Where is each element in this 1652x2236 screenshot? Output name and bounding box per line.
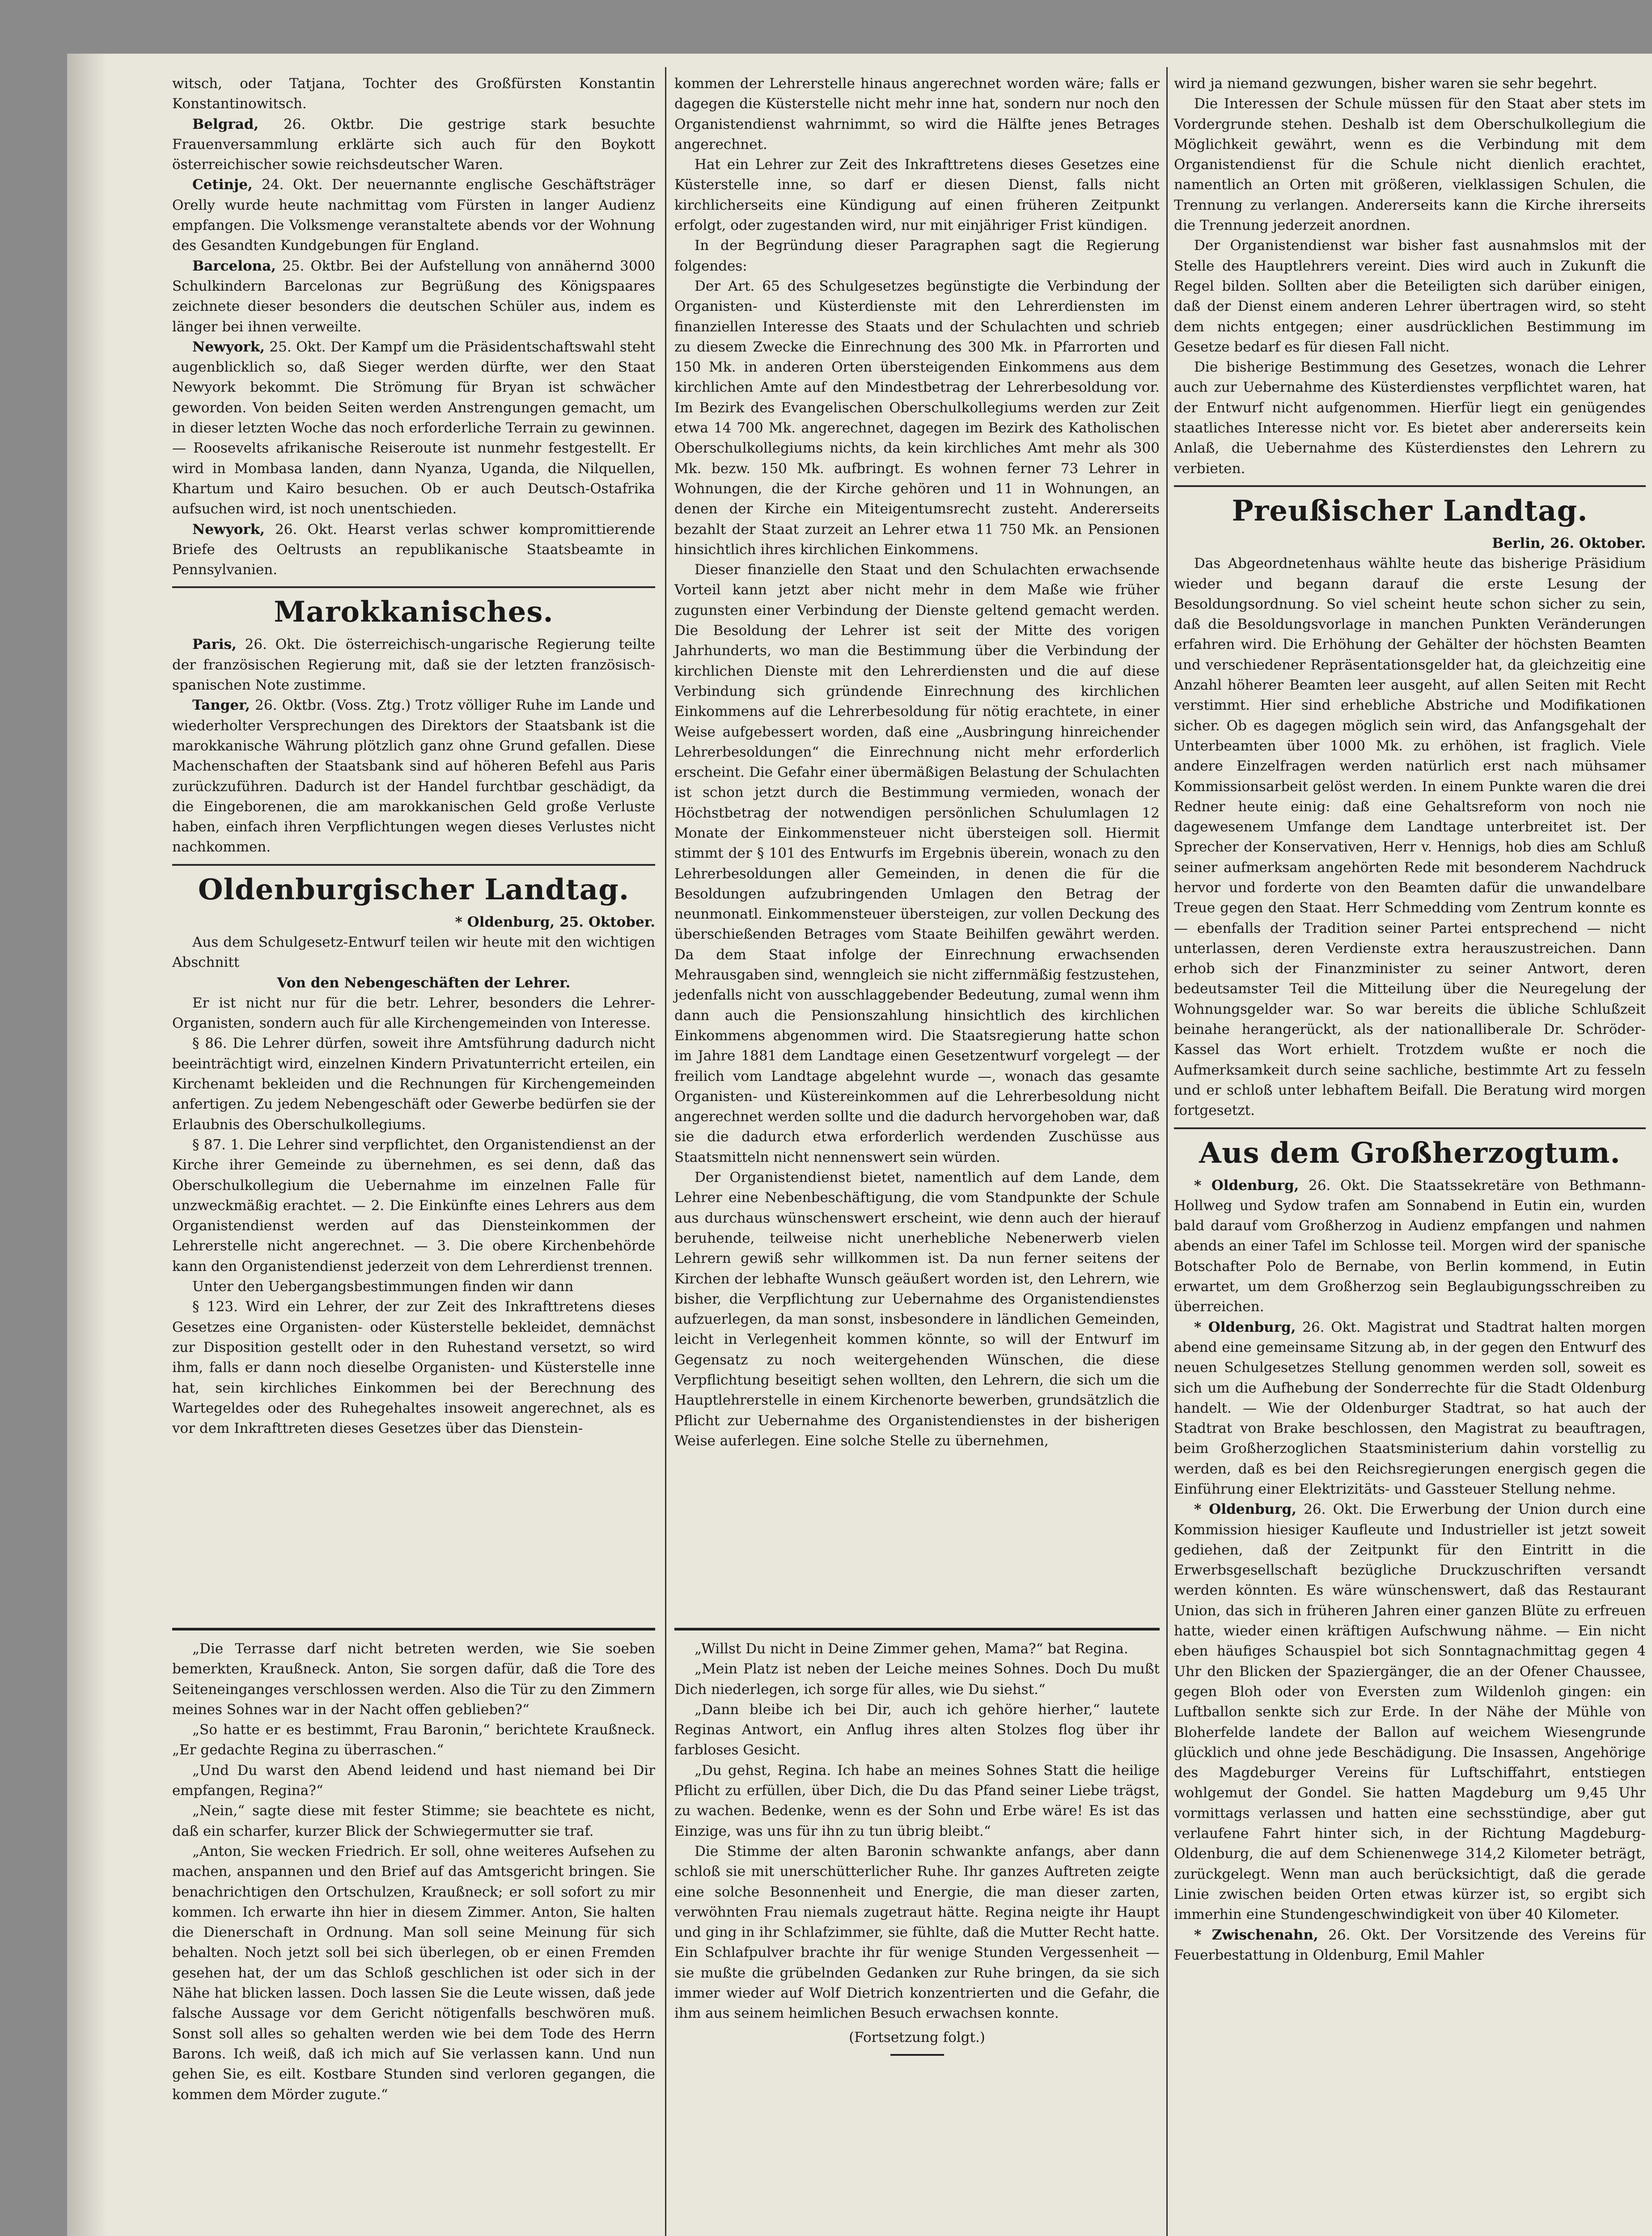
subheading: Von den Nebengeschäften der Lehrer. [277, 974, 571, 991]
news-item [172, 114, 655, 175]
paragraph: Hat ein Lehrer zur Zeit des Inkrafttretens dieses Gesetzes eine Küsterstelle inne, so darf er diesen Dienst, falls nicht kirchlicherseits eine Kündigung auf einen früheren Zeitpunkt erfolgt, oder zugestanden wird, nur mit einjähriger Frist kündigen. [674, 157, 1160, 234]
news-text: 26. Oktbr. Die gestrige stark besuchte Frauenversammlung erklärte sich auch für den Boykott österreichischer sowie reichsdeutscher Waren. [172, 116, 655, 173]
paragraph: § 86. Die Lehrer dürfen, soweit ihre Amtsführung dadurch nicht beeinträchtigt wird, einzelnen Kindern Privatunterricht erteilen, ein Kirchenamt bekleiden und die Rechnungen für Kirchengemeinden anfertigen. Zu jedem Nebengeschäft oder Gewerbe bedürfen sie der Erlaubnis des Oberschulkollegiums. [172, 1035, 655, 1133]
article-continuation: witsch, oder Tatjana, Tochter des Großfürsten Konstantin Konstantinowitsch. [172, 76, 655, 112]
end-rule [890, 2054, 944, 2056]
section-divider [1174, 1127, 1646, 1129]
news-item [1174, 1499, 1646, 1925]
column-2 [674, 74, 1160, 1626]
news-text: 26. Oktbr. (Voss. Ztg.) Trotz völliger Ruhe im Lande und wiederholter Versprechungen des Direktors der Staatsbank ist die marokkanische Währung plötzlich ganz ohne Grund gefallen. Diese Machenschaften der Staatsbank sind auf höheren Befehl aus Paris zurückzuführen. Dadurch ist der Handel furchtbar geschädigt, da die Eingeborenen, die am marokkanischen Geld große Verluste haben, einfach ihren Verpflichtungen wegen dieses Verlustes nicht nachkommen. [172, 697, 655, 855]
paragraph: § 123. Wird ein Lehrer, der zur Zeit des Inkrafttretens dieses Gesetzes eine Organisten- oder Küsterstelle bekleidet, demnächst zur Disposition gestellt oder in den Ruhestand versetzt, so wird ihm, falls er dann noch dieselbe Organisten- und Küsterstelle inne hat, sein kirchliches Einkommen bei der Berechnung des Wartegeldes oder des Ruhegehaltes insoweit angerechnet, als es vor dem Inkrafttreten dieses Gesetzes über das Dienstein- [172, 1299, 655, 1437]
paragraph: Der Organistendienst bietet, namentlich auf dem Lande, dem Lehrer eine Nebenbeschäftigung, die vom Standpunkte der Schule aus durchaus wünschenswert erscheint, wie denn auch der hierauf beruhende, teilweise nicht unerhebliche Nebenerwerb vielen Lehrern gewiß sehr willkommen ist. Da nun ferner seitens der Kirchen der lebhafte Wunsch geäußert worden ist, den Lehrern, wie bisher, die Verpflichtung zur Uebernahme des Organistendienstes aufzuerlegen, da man sonst, insbesondere in ländlichen Gemeinden, leicht in Verlegenheit kommen könnte, so will der Entwurf im Gegensatz zu noch weitergehenden Wünschen, die diese Verpflichtung beseitigt sehen wollten, den Lehrern, die sich um die Hauptlehrerstelle in einem Kirchenorte bewerben, grundsätzlich die Pflicht zur Uebernahme des Organistendienstes in der bisherigen Weise auferlegen. Eine solche Stelle zu übernehmen, [674, 1169, 1160, 1449]
news-item [172, 520, 655, 580]
paragraph: Aus dem Schulgesetz-Entwurf teilen wir heute mit den wichtigen Abschnitt [172, 934, 655, 971]
section-heading-grossherzogtum: Aus dem Großherzogtum. [1199, 1136, 1621, 1170]
news-text: 26. Okt. Die österreichisch-ungarische Regierung teilte der französischen Regierung mit, daß sie der letzten französisch-spanischen Note zustimme. [172, 636, 655, 694]
paragraph: „So hatte er es bestimmt, Frau Baronin,“ berichtete Kraußneck. „Er gedachte Regina zu überraschen.“ [172, 1722, 655, 1758]
news-place: Barcelona, [192, 258, 276, 274]
paragraph: „Anton, Sie wecken Friedrich. Er soll, ohne weiteres Aufsehen zu machen, anspannen und den Brief auf das Amtsgericht bringen. Sie benachrichtigen den Ortschulzen, Kraußneck; er soll sofort zu mir kommen. Ich erwarte ihn hier in diesem Zimmer. Anton, Sie halten die Dienerschaft in Ordnung. Man soll seine Meinung für sich behalten. Noch jetzt soll bei sich überlegen, ob er einen Fremden gesehen hat, der um das Schloß geschlichen ist oder sich in der Nähe hat blicken lassen. Doch lassen Sie die Leute wissen, daß jede falsche Aussage vor dem Gericht nötigenfalls beschwören muß. Sonst soll alles so gehalten werden wie bei dem Tode des Herrn Barons. Ich weiß, daß ich mich auf Sie verlassen kann. Und nun gehen Sie, es eilt. Kostbare Stunden sind verloren gegangen, die kommen dem Mörder zugute.“ [172, 1843, 655, 2103]
news-place: * Zwischenahn, [1194, 1927, 1318, 1943]
paragraph: Unter den Uebergangsbestimmungen finden wir dann [192, 1279, 574, 1295]
paragraph: „Die Terrasse darf nicht betreten werden, wie Sie soeben bemerkten, Kraußneck. Anton, Sie sorgen dafür, daß die Tore des Seiteneinganges verschlossen werden. Also die Tür zu den Zimmern meines Sohnes war in der Nacht offen geblieben?“ [172, 1641, 655, 1718]
feuilleton-column-2 [674, 1639, 1160, 2153]
news-item [172, 635, 655, 695]
paragraph: In der Begründung dieser Paragraphen sagt die Regierung folgendes: [674, 237, 1160, 274]
paragraph: § 87. 1. Die Lehrer sind verpflichtet, den Organistendienst an der Kirche ihrer Gemeinde zu übernehmen, es sei denn, daß das Oberschulkollegium die Uebernahme im einzelnen Falle für unzweckmäßig erachtet. — 2. Die Einkünfte eines Lehrers aus dem Organistendienst werden auf das Diensteinkommen der Lehrerstelle nicht angerechnet. — 3. Die obere Kirchenbehörde kann den Organistendienst jederzeit von dem Lehrerdienst trennen. [172, 1136, 655, 1275]
paragraph: Das Abgeordnetenhaus wählte heute das bisherige Präsidium wieder und begann darauf die erste Lesung der Besoldungsordnung. So viel scheint heute schon sicher zu sein, daß die Besoldungsvorlage in manchen Punkten Veränderungen erfahren wird. Die Erhöhung der Gehälter der höchsten Beamten und verschiedener Repräsentationsgelder hat, da gleichzeitig eine Anzahl höherer Beamten leer ausgeht, auf allen Seiten mit Recht verstimmt. Hier sind erhebliche Abstriche und Modifikationen sicher. Ob es dagegen möglich sein wird, das Anfangsgehalt der Unterbeamten über 1000 Mk. zu erhöhen, ist fraglich. Viele andere Einzelfragen werden natürlich erst nach mühsamer Kommissionsarbeit gelöst werden. In einem Punkte waren die drei Redner heute einig: daß eine Gehaltsreform von noch nie dagewesenem Umfange dem Landtage unterbreitet ist. Der Sprecher der Konservativen, Herr v. Hennigs, hob dies am Schluß seiner aufmerksam angehörten Rede mit besonderem Nachdruck hervor und forderte von den Beamten dafür die unwandelbare Treue gegen den Staat. Herr Schmedding vom Zentrum konnte es — ebenfalls der Tradition seiner Partei entsprechend — nicht unterlassen, deren Verdienste extra herauszustreichen. Dann erhob sich der Finanzminister zu seiner Antwort, deren bedeutsamster Teil die Mitteilung über die Neuregelung der Wohnungsgelder war. So war bereits die übliche Schlußzeit beinahe herangerückt, als der nationalliberale Dr. Schröder-Kassel das Wort erhielt. Trotzdem wußte er noch die Aufmerksamkeit durch seine sachliche, bestimmte Art zu fesseln und er schloß unter lebhaftem Beifall. Die Beratung wird morgen fortgesetzt. [1174, 555, 1646, 1119]
news-text: 24. Okt. Der neuernannte englische Geschäftsträger Orelly wurde heute nachmittag vom Fürsten in langer Audienz empfangen. Die Volksmenge veranstaltete abends vor der Wohnung des Gesandten Kundgebungen für England. [172, 177, 655, 254]
news-text: 25. Oktbr. Bei der Aufstellung von annähernd 3000 Schulkindern Barcelonas zur Begrüßung des Königspaares zeichnete dieser besonders die deutschen Schüler aus, indem es länger bei ihnen verweilte. [172, 258, 655, 335]
news-place: Belgrad, [192, 116, 259, 132]
news-item [1174, 1925, 1646, 1966]
news-text: 26. Okt. Die Erwerbung der Union durch eine Kommission hiesiger Kaufleute und Industrieller ist jetzt soweit gediehen, daß der Zeitpunkt für den Eintritt in die Erwerbsgesellschaft bezügliche Druckzuschriften versandt werden könnten. Es wäre wünschenswert, daß das Restaurant Union, das sich in früheren Jahren einer ganzen Blüte zu erfreuen hatte, wieder einen kräftigen Aufschwung nähme. — Ein nicht eben häufiges Schauspiel bot sich Sonntagnachmittag gegen 4 Uhr den Blicken der Spaziergänger, die an der Ofener Chaussee, gegen Bloh oder von Eversten zum Wildenloh gingen: ein Luftballon senkte sich zur Erde. In der Nähe der Mühle von Bloherfelde landete der Ballon auf weichem Wiesengrunde glücklich und ohne jede Beschädigung. Die Insassen, Angehörige des Magdeburger Vereins für Luftschiffahrt, entstiegen wohlgemut der Gondel. Sie hatten Magdeburg um 9,45 Uhr vormittags verlassen und hatten eine sechsstündige, aber gut verlaufene Fahrt hinter sich, in der Richtung Magdeburg-Oldenburg, die auf dem Schienenwege 314,2 Kilometer beträgt, zurückgelegt. Wenn man auch berücksichtigt, daß die gerade Linie zwischen beiden Orten etwas kürzer ist, so ergibt sich immerhin eine Stundengeschwindigkeit von über 40 Kilometer. [1174, 1501, 1646, 1923]
paragraph: Der Art. 65 des Schulgesetzes begünstigte die Verbindung der Organisten- und Küsterdienste mit den Lehrerdiensten im finanziellen Interesse des Staats und der Schulachten und schrieb zu diesem Zwecke die Einrechnung des 300 Mk. in Pfarrorten und 150 Mk. in anderen Orten übersteigenden Einkommens aus dem kirchlichen Amte auf den Mindestbetrag der Lehrerbesoldung vor. Im Bezirk des Evangelischen Oberschulkollegiums werden zur Zeit etwa 14 700 Mk. angerechnet, dagegen im Bezirk des Katholischen Oberschulkollegiums nichts, da kein kirchliches Amt mehr als 300 Mk. bezw. 150 Mk. aufbringt. Es wohnen ferner 73 Lehrer in Wohnungen, die der Kirche gehören und 11 in Wohnungen, an denen der Kirche ein Miteigentumsrecht zusteht. Andererseits bezahlt der Staat zurzeit an Lehrer etwa 11 750 Mk. an Pensionen hinsichtlich ihres kirchlichen Einkommens. [674, 278, 1160, 558]
news-place: * Oldenburg, [1194, 1501, 1297, 1518]
news-item [1174, 1317, 1646, 1500]
dateline: Berlin, 26. Oktober. [1492, 535, 1646, 551]
section-heading-preussen: Preußischer Landtag. [1232, 494, 1588, 528]
feuilleton-rule-2 [674, 1628, 1160, 1630]
news-place: * Oldenburg, [1194, 1319, 1296, 1335]
paragraph: Dieser finanzielle den Staat und den Schulachten erwachsende Vorteil kann jetzt aber nicht mehr in dem Maße wie früher zugunsten einer Verbindung der Dienste geltend gemacht werden. Die Besoldung der Lehrer ist seit der Mitte des vorigen Jahrhunderts, wo man die Bestimmung über die Verbindung der kirchlichen Dienste mit den Lehrerdiensten und die auf diese Verbindung sich gründende Einrechnung des kirchlichen Einkommens auf die Lehrerbesoldung für nötig erachtete, in einer Weise aufgebessert worden, daß eine „Ausbringung hinreichender Lehrerbesoldungen“ die Einrechnung nicht mehr erforderlich erscheint. Die Gefahr einer übermäßigen Belastung der Schulachten ist schon jetzt durch die Bestimmung vermieden, wonach der Höchstbetrag der notwendigen persönlichen Schulumlagen 12 Monate der Einkommensteuer nicht übersteigen soll. Hiermit stimmt der § 101 des Entwurfs im Ergebnis überein, wonach zu den Lehrerbesoldungen aller Gemeinden, in denen die für die Besoldungen aufzubringenden Umlagen den Betrag der neunmonatl. Einkommensteuer übersteigen, zur vollen Deckung des überschießenden Betrages vom Staate Beihilfen gewährt werden. Da dem Staat infolge der Einrechnung erwachsenden Mehrausgaben sind, wenngleich sie nicht ziffernmäßig festzustehen, jedenfalls nicht von ausschlaggebender Bedeutung, zumal wenn ihm dann auch die Pensionszahlung hinsichtlich des kirchlichen Einkommens abgenommen wird. Die Staatsregierung hatte schon im Jahre 1881 dem Landtage einen Gesetzentwurf vorgelegt — der freilich vom Landtage abgelehnt wurde —, wonach das gesamte Organisten- und Küstereinkommen auf die Lehrerbesoldung nicht angerechnet werden sollte und die dadurch hervorgehoben war, daß sie die dadurch etwa erforderlich werdenden Zuschüsse aus Staatsmitteln nicht nennenswert sein würden. [674, 562, 1160, 1165]
paragraph: „Mein Platz ist neben der Leiche meines Sohnes. Doch Du mußt Dich niederlegen, ich sorge für alles, wie Du siehst.“ [674, 1661, 1160, 1698]
paragraph: kommen der Lehrerstelle hinaus angerechnet worden wäre; falls er dagegen die Küsterstelle nicht mehr inne hat, sondern nur noch den Organistendienst wahrnimmt, so wird die Hälfte jenes Betrages angerechnet. [674, 76, 1160, 152]
column-rule-2 [1166, 67, 1168, 2236]
section-heading-marokko: Marokkanisches. [274, 595, 554, 629]
section-heading-oldenburg: Oldenburgischer Landtag. [198, 872, 630, 906]
news-text: 26. Okt. Hearst verlas schwer kompromittierende Briefe des Oeltrusts an republikanische Staatsbeamte in Pennsylvanien. [172, 521, 655, 578]
section-divider [172, 864, 655, 866]
paragraph: „Du gehst, Regina. Ich habe an meines Sohnes Statt die heilige Pflicht zu erfüllen, über Dich, die Du das Pfand seiner Liebe trägst, zu wachen. Bedenke, wenn es der Sohn und Erbe wäre! Es ist das Einzige, was uns für ihn zu tun übrig bleibt.“ [674, 1762, 1160, 1839]
dateline: * Oldenburg, 25. Oktober. [455, 914, 655, 930]
paragraph: Die Interessen der Schule müssen für den Staat aber stets im Vordergrunde stehen. Deshalb ist dem Oberschulkollegium die Möglichkeit gewährt, wenn es die Verbindung mit dem Organistendienst für die Schule nicht dienlich erachtet, namentlich an Orten mit größeren, vielklassigen Schulen, die Trennung zu verlangen. Andererseits kann die Kirche ihrerseits die Trennung jederzeit anordnen. [1174, 96, 1646, 234]
paragraph: „Und Du warst den Abend leidend und hast niemand bei Dir empfangen, Regina?“ [172, 1762, 655, 1799]
news-place: Paris, [192, 636, 237, 653]
paragraph: Die Stimme der alten Baronin schwankte anfangs, aber dann schloß sie mit unerschütterlicher Ruhe. Ihr ganzes Auftreten zeigte eine solche Besonnenheit und Energie, die man dieser zarten, verwöhnten Frau niemals zugetraut hätte. Regina neigte ihr Haupt und ging in ihr Schlafzimmer, sie fühlte, daß die Mutter Recht hatte. Ein Schlafpulver brachte ihr für wenige Stunden Vergessenheit — sie mußte die grübelnden Gedanken zur Ruhe bringen, da sie sich immer wieder auf Wolf Dietrich konzentrierten und die Gefahr, die ihm aus seinem heimlichen Besuch erwachsen konnte. [674, 1843, 1160, 2022]
paragraph: Die bisherige Bestimmung des Gesetzes, wonach die Lehrer auch zur Uebernahme des Küsterdienstes verpflichtet waren, hat der Entwurf nicht aufgenommen. Hierfür liegt ein genügendes staatliches Interesse nicht vor. Es bietet aber andererseits kein Anlaß, die Uebernahme des Küsterdienstes den Lehrern zu verbieten. [1174, 359, 1646, 477]
column-1 [172, 74, 655, 1626]
news-item [172, 695, 655, 857]
news-item [172, 256, 655, 337]
paragraph: „Nein,“ sagte diese mit fester Stimme; sie beachtete es nicht, daß ein scharfer, kurzer Blick der Schwiegermutter sie traf. [172, 1803, 655, 1839]
news-place: * Oldenburg, [1194, 1177, 1299, 1194]
news-place: Newyork, [192, 339, 265, 355]
news-place: Cetinje, [192, 177, 253, 193]
column-3 [1174, 74, 1646, 1963]
news-item [172, 337, 655, 520]
news-item [1174, 1176, 1646, 1317]
news-text: 26. Okt. Die Staatssekretäre von Bethmann-Hollweg und Sydow trafen am Sonnabend in Eutin ein, wurden bald darauf vom Großherzog in Audienz empfangen und nahmen abends an einer Tafel im Schlosse teil. Morgen wird der spanische Botschafter Polo de Bernabe, von Berlin kommend, in Eutin erwartet, um dem Großherzog sein Beglaubigungsschreiben zu überreichen. [1174, 1177, 1646, 1315]
page-edge-shadow [67, 54, 107, 2236]
paragraph: wird ja niemand gezwungen, bisher waren sie sehr begehrt. [1174, 76, 1597, 92]
news-text: 26. Okt. Der Vorsitzende des Vereins für Feuerbestattung in Oldenburg, Emil Mahler [1174, 1927, 1646, 1963]
paragraph: „Dann bleibe ich bei Dir, auch ich gehöre hierher,“ lautete Reginas Antwort, ein Anflug ihres alten Stolzes flog über ihr farbloses Gesicht. [674, 1701, 1160, 1758]
feuilleton-column-1 [172, 1639, 655, 2236]
news-text: 25. Okt. Der Kampf um die Präsidentschaftswahl steht augenblicklich so, daß Sieger werden dürfte, wer den Staat Newyork bekommt. Die Strömung für Bryan ist schwächer geworden. Von beiden Seiten werden Anstrengungen gemacht, um in dieser letzten Woche das noch erforderliche Terrain zu gewinnen. — Roosevelts afrikanische Reiseroute ist nunmehr festgestellt. Er wird in Mombasa landen, dann Nyanza, Uganda, die Nilquellen, Khartum und Kairo besuchen. Ob er auch Deutsch-Ostafrika aufsuchen wird, ist noch unentschieden. [172, 339, 655, 517]
feuilleton-rule-1 [172, 1628, 655, 1630]
news-place: Tanger, [192, 697, 250, 714]
news-place: Newyork, [192, 521, 265, 538]
continuation-note: (Fortsetzung folgt.) [849, 2029, 985, 2045]
paragraph: Der Organistendienst war bisher fast ausnahmslos mit der Stelle des Hauptlehrers vereint. Dies wird auch in Zukunft die Regel bilden. Sollten aber die Beteiligten sich darüber einigen, daß der Dienst einem anderen Lehrer übertragen wird, so steht dem nichts entgegen; einer ausdrücklichen Bestimmung im Gesetze bedarf es für diesen Fall nicht. [1174, 237, 1646, 355]
news-text: 26. Okt. Magistrat und Stadtrat halten morgen abend eine gemeinsame Sitzung ab, in der gegen den Entwurf des neuen Schulgesetzes Stellung genommen werden soll, soweit es sich um die Aufhebung der Sonderrechte für die Stadt Oldenburg handelt. — Wie der Oldenburger Stadtrat, so hat auch der Stadtrat von Brake beschlossen, den Magistrat zu beauftragen, beim Großherzoglichen Staatsministerium dahin vorstellig zu werden, daß es bei den Reichsregierungen energisch gegen die Einführung einer Elektrizitäts- und Gassteuer Stellung nehme. [1174, 1319, 1646, 1497]
section-divider [1174, 485, 1646, 487]
section-divider [172, 586, 655, 588]
paragraph: „Willst Du nicht in Deine Zimmer gehen, Mama?“ bat Regina. [695, 1641, 1128, 1657]
news-item [172, 175, 655, 256]
column-rule-1 [665, 67, 666, 2236]
paragraph: Er ist nicht nur für die betr. Lehrer, besonders die Lehrer-Organisten, sondern auch für alle Kirchengemeinden von Interesse. [172, 995, 655, 1032]
